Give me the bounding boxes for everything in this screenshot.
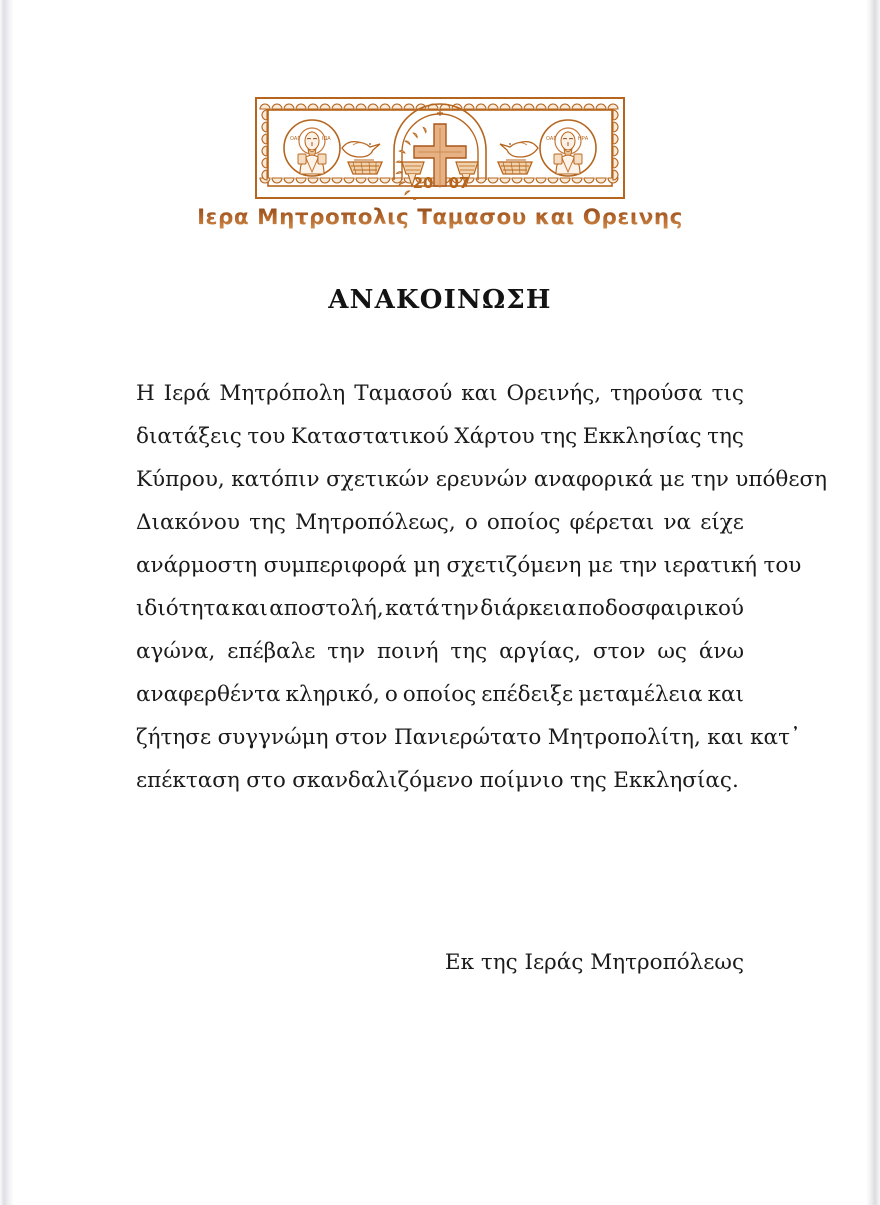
body-word: Ταμασού	[354, 381, 453, 406]
organization-name: Ιερα Μητροπολις Ταμασου και Ορεινης	[0, 206, 880, 230]
body-word: Διακόνου	[136, 510, 240, 535]
body-word: διατάξεις	[136, 424, 242, 449]
announcement-body	[136, 372, 828, 802]
body-word: κατά	[385, 596, 440, 621]
body-line	[136, 759, 744, 802]
body-word: και	[707, 682, 744, 707]
body-word: στο	[246, 768, 286, 793]
emblem-year-left: 20	[412, 174, 434, 192]
body-line	[136, 544, 802, 587]
body-word: κατόπιν	[231, 467, 320, 492]
letterhead	[0, 96, 880, 230]
body-word: υπόθεση	[735, 467, 828, 492]
body-word: Μητροπολίτη,	[547, 725, 701, 750]
body-word: την	[327, 639, 366, 664]
body-word: της	[707, 424, 744, 449]
body-word: επέδειξε	[481, 682, 574, 707]
body-line	[136, 415, 744, 458]
body-word: ιερατική	[663, 553, 758, 578]
body-word: με	[587, 553, 613, 578]
svg-text:ΙΩΑ: ΙΩΑ	[322, 136, 331, 142]
body-word: Μητρόπολη	[219, 381, 346, 406]
body-word: επέβαλε	[227, 639, 316, 664]
body-word: στον	[334, 725, 388, 750]
body-word: ο	[464, 510, 478, 535]
body-word: την	[619, 553, 658, 578]
body-line	[136, 501, 744, 544]
body-word: αναφερθέντα	[136, 682, 281, 707]
body-word: Ιερά	[163, 381, 211, 406]
body-word: στον	[592, 639, 646, 664]
body-word: ποδοσφαιρικού	[577, 596, 744, 621]
body-word: διάρκεια	[480, 596, 577, 621]
body-word: είχε	[700, 510, 744, 535]
svg-text:ΗΡΑ: ΗΡΑ	[578, 136, 589, 142]
body-word: και	[461, 381, 498, 406]
body-word: σχετιζόμενη	[446, 553, 582, 578]
body-word: σκανδαλιζόμενο	[292, 768, 474, 793]
body-word: επέκταση	[136, 768, 240, 793]
body-word: της	[249, 510, 286, 535]
byzantine-church-emblem-icon	[254, 96, 626, 200]
svg-text:ΟΑΓ: ΟΑΓ	[290, 136, 301, 142]
body-word: φέρεται	[569, 510, 655, 535]
body-word: μη	[413, 553, 441, 578]
body-word: ποίμνιο	[479, 768, 564, 793]
body-word: ο	[384, 682, 398, 707]
body-word: ποινή	[377, 639, 439, 664]
body-word: αργίας,	[499, 639, 581, 664]
body-line	[136, 716, 801, 759]
body-word: μεταμέλεια	[578, 682, 703, 707]
body-word: να	[663, 510, 692, 535]
body-word: Μητροπόλεως,	[295, 510, 456, 535]
signature-line: Εκ της Ιεράς Μητροπόλεως	[444, 950, 744, 975]
body-word: ανάρμοστη	[136, 553, 258, 578]
emblem-year-right: 07	[448, 174, 470, 192]
body-word: της	[450, 639, 488, 664]
body-word: με	[659, 467, 685, 492]
body-line	[136, 587, 744, 630]
body-word: ιδιότητα	[136, 596, 230, 621]
body-word: του	[763, 553, 802, 578]
body-line	[136, 630, 744, 673]
body-word: την	[690, 467, 729, 492]
page-title: ΑΝΑΚΟΙΝΩΣΗ	[328, 285, 552, 315]
body-word: κατ᾽	[750, 725, 801, 750]
body-line	[136, 458, 828, 501]
body-word: σχετικών	[326, 467, 430, 492]
body-word: της	[569, 768, 607, 793]
body-word: Η	[136, 381, 155, 406]
body-word: τηρούσα	[610, 381, 703, 406]
body-word: Κύπρου,	[136, 467, 225, 492]
body-word: οποίος	[486, 510, 561, 535]
body-word: Ορεινής,	[506, 381, 602, 406]
body-word: και	[707, 725, 744, 750]
body-word: την	[440, 596, 479, 621]
saint-medallion-right-icon	[540, 120, 596, 176]
body-word: Εκκλησίας	[582, 424, 702, 449]
body-word: τις	[711, 381, 744, 406]
body-word: άνω	[698, 639, 744, 664]
body-word: Πανιερώτατο	[393, 725, 542, 750]
body-word: Χάρτου	[454, 424, 535, 449]
body-word: και	[231, 596, 268, 621]
body-line	[136, 372, 744, 415]
body-word: αγώνα,	[136, 639, 216, 664]
body-word: συγγνώμη	[217, 725, 329, 750]
body-word: ερευνών	[435, 467, 528, 492]
body-word: αναφορικά	[533, 467, 653, 492]
body-word: Καταστατικού	[290, 424, 449, 449]
body-word: ως	[657, 639, 687, 664]
body-word: κληρικό,	[285, 682, 380, 707]
body-word: αποστολή,	[269, 596, 384, 621]
body-line	[136, 673, 744, 716]
body-word: Εκκλησίας.	[613, 768, 739, 793]
saint-medallion-left-icon	[284, 120, 340, 176]
body-word: οποίος	[402, 682, 477, 707]
body-word: του	[247, 424, 286, 449]
body-word: ζήτησε	[136, 725, 212, 750]
body-word: συμπεριφορά	[263, 553, 407, 578]
svg-text:ΟΑΓ: ΟΑΓ	[546, 136, 557, 142]
body-word: της	[540, 424, 578, 449]
